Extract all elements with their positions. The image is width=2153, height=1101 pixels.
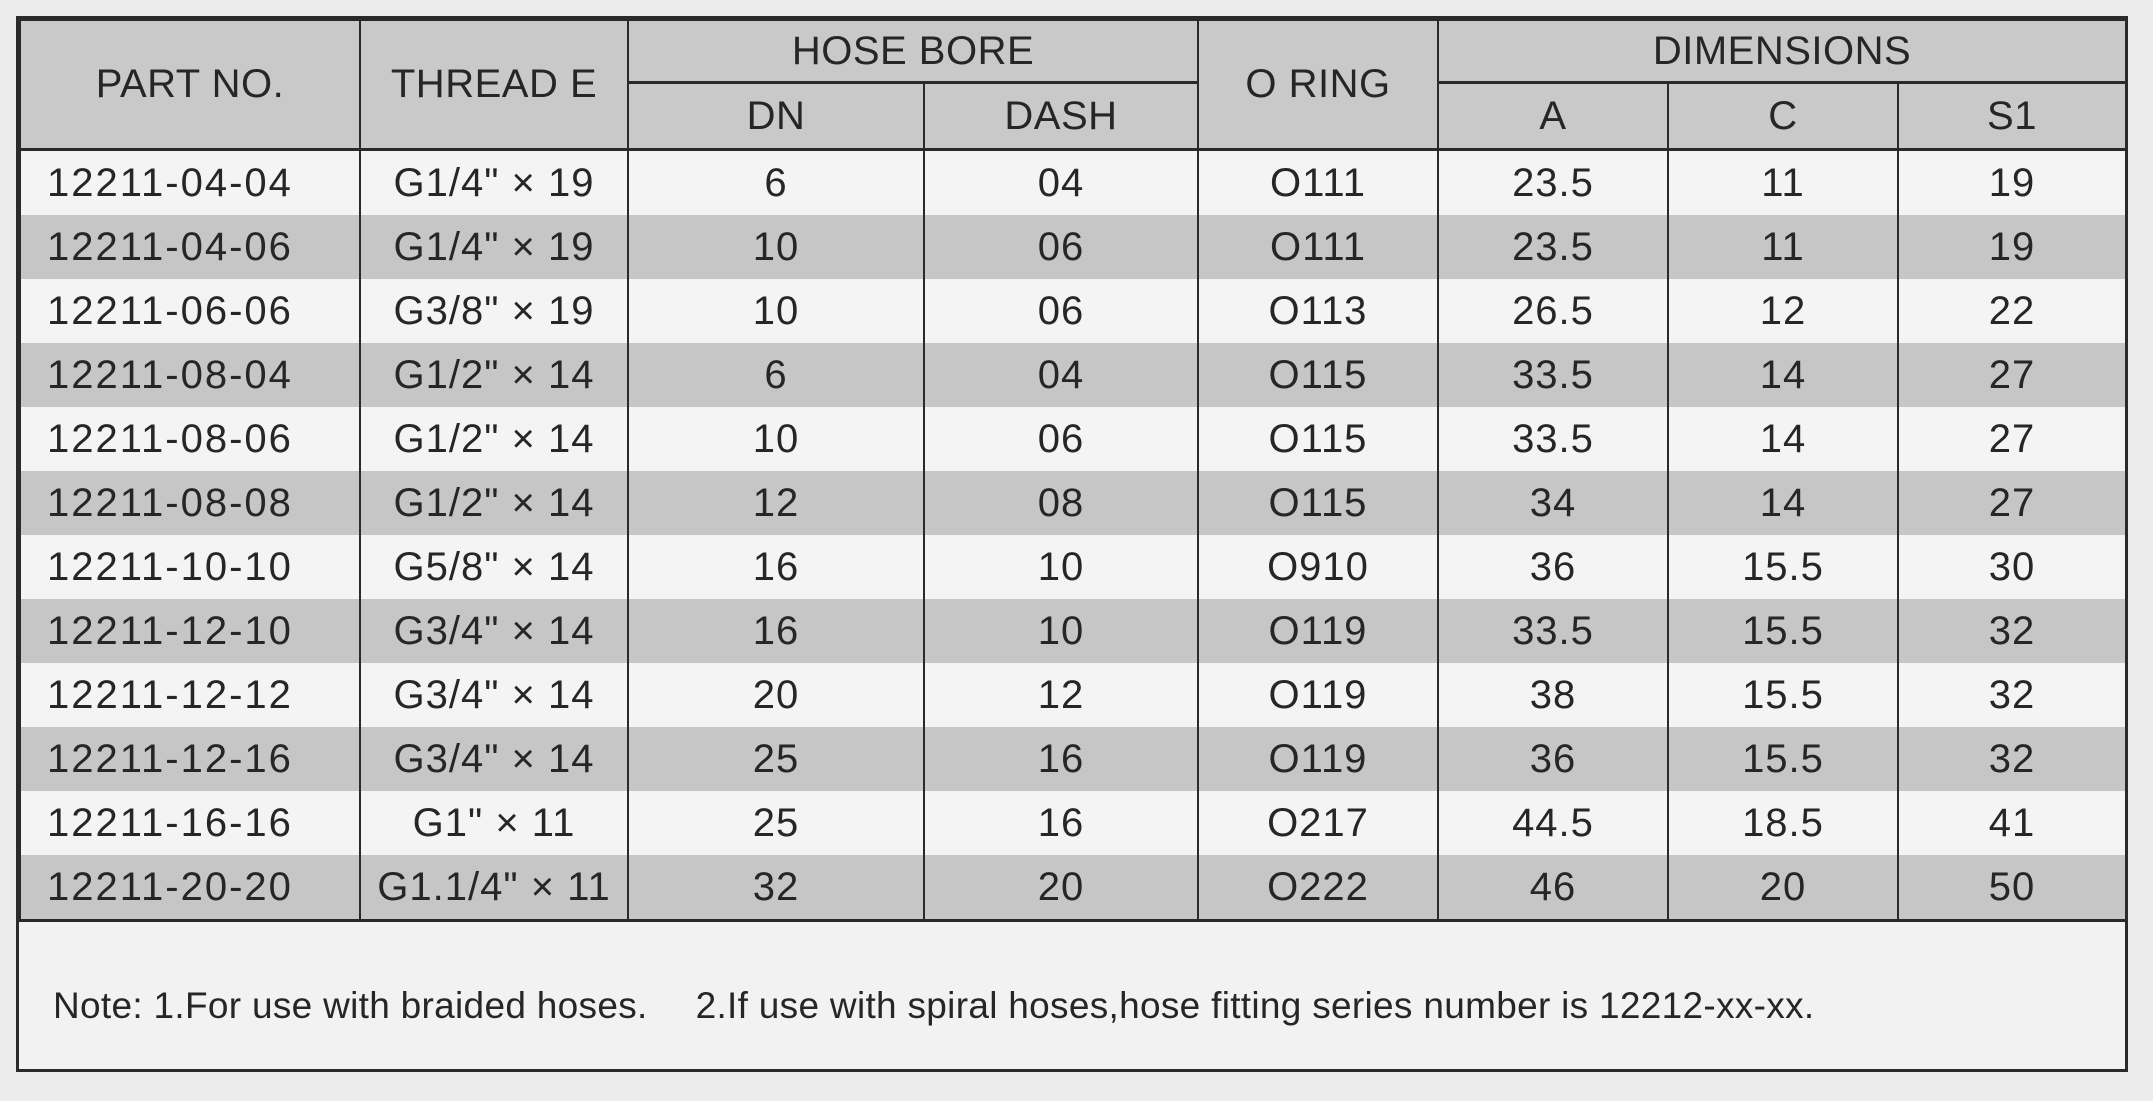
cell-thread: G3/8" × 19: [360, 279, 628, 343]
cell-thread: G1/4" × 19: [360, 215, 628, 279]
cell-dim-a: 33.5: [1438, 343, 1668, 407]
fitting-spec-table: [19, 19, 2127, 922]
cell-part-no: 12211-08-08: [20, 471, 360, 535]
table-row: [20, 407, 2126, 471]
table-row: [20, 599, 2126, 663]
cell-dim-s1: 27: [1898, 471, 2126, 535]
cell-thread: G1/2" × 14: [360, 471, 628, 535]
cell-thread: G3/4" × 14: [360, 727, 628, 791]
header-part-no: PART NO.: [20, 20, 360, 150]
cell-dash: 10: [924, 535, 1198, 599]
cell-dim-a: 26.5: [1438, 279, 1668, 343]
cell-dim-c: 18.5: [1668, 791, 1898, 855]
header-dim-a: A: [1438, 83, 1668, 150]
header-dn: DN: [628, 83, 924, 150]
cell-dim-a: 36: [1438, 727, 1668, 791]
spec-sheet: [16, 16, 2128, 1072]
cell-o-ring: O217: [1198, 791, 1438, 855]
cell-part-no: 12211-04-04: [20, 150, 360, 216]
table-row: [20, 343, 2126, 407]
cell-dim-c: 12: [1668, 279, 1898, 343]
cell-dash: 04: [924, 343, 1198, 407]
header-dim-c: C: [1668, 83, 1898, 150]
cell-o-ring: O910: [1198, 535, 1438, 599]
cell-part-no: 12211-10-10: [20, 535, 360, 599]
cell-dn: 16: [628, 599, 924, 663]
cell-dash: 20: [924, 855, 1198, 921]
cell-o-ring: O115: [1198, 407, 1438, 471]
cell-dash: 06: [924, 407, 1198, 471]
cell-dim-a: 44.5: [1438, 791, 1668, 855]
header-dim-s1: S1: [1898, 83, 2126, 150]
cell-dim-a: 23.5: [1438, 150, 1668, 216]
cell-dn: 10: [628, 215, 924, 279]
cell-dn: 16: [628, 535, 924, 599]
cell-part-no: 12211-06-06: [20, 279, 360, 343]
cell-dim-s1: 27: [1898, 407, 2126, 471]
table-row: [20, 663, 2126, 727]
cell-dim-s1: 32: [1898, 663, 2126, 727]
cell-dim-c: 20: [1668, 855, 1898, 921]
cell-o-ring: O113: [1198, 279, 1438, 343]
cell-dim-c: 11: [1668, 215, 1898, 279]
table-row: [20, 535, 2126, 599]
cell-dn: 10: [628, 407, 924, 471]
cell-o-ring: O115: [1198, 471, 1438, 535]
cell-dim-s1: 32: [1898, 599, 2126, 663]
cell-dim-c: 11: [1668, 150, 1898, 216]
table-row: [20, 279, 2126, 343]
header-thread: THREAD E: [360, 20, 628, 150]
cell-dim-s1: 30: [1898, 535, 2126, 599]
cell-dim-c: 15.5: [1668, 727, 1898, 791]
cell-thread: G1/2" × 14: [360, 407, 628, 471]
cell-dim-a: 23.5: [1438, 215, 1668, 279]
cell-dim-s1: 50: [1898, 855, 2126, 921]
cell-dash: 04: [924, 150, 1198, 216]
cell-dim-s1: 19: [1898, 150, 2126, 216]
table-row: [20, 855, 2126, 921]
cell-dim-a: 34: [1438, 471, 1668, 535]
table-body: [20, 150, 2126, 921]
cell-dim-a: 33.5: [1438, 407, 1668, 471]
cell-dn: 25: [628, 727, 924, 791]
cell-dim-a: 46: [1438, 855, 1668, 921]
cell-dash: 16: [924, 727, 1198, 791]
cell-dim-c: 15.5: [1668, 535, 1898, 599]
header-dimensions: DIMENSIONS: [1438, 20, 2126, 83]
cell-dn: 32: [628, 855, 924, 921]
cell-thread: G1/2" × 14: [360, 343, 628, 407]
cell-dn: 6: [628, 343, 924, 407]
note-spiral-hoses: 2.If use with spiral hoses,hose fitting series number is 12212-xx-xx.: [695, 985, 1815, 1026]
cell-dim-c: 15.5: [1668, 663, 1898, 727]
cell-o-ring: O119: [1198, 663, 1438, 727]
cell-part-no: 12211-12-16: [20, 727, 360, 791]
cell-dim-s1: 19: [1898, 215, 2126, 279]
table-row: [20, 471, 2126, 535]
cell-o-ring: O222: [1198, 855, 1438, 921]
cell-o-ring: O119: [1198, 599, 1438, 663]
header-dash: DASH: [924, 83, 1198, 150]
table-row: [20, 727, 2126, 791]
note-braided-hoses: Note: 1.For use with braided hoses.: [53, 985, 648, 1026]
cell-dim-a: 33.5: [1438, 599, 1668, 663]
cell-thread: G5/8" × 14: [360, 535, 628, 599]
cell-part-no: 12211-08-06: [20, 407, 360, 471]
cell-thread: G3/4" × 14: [360, 663, 628, 727]
table-row: [20, 791, 2126, 855]
cell-dn: 25: [628, 791, 924, 855]
cell-dash: 06: [924, 215, 1198, 279]
cell-dash: 12: [924, 663, 1198, 727]
cell-dim-s1: 27: [1898, 343, 2126, 407]
cell-dn: 6: [628, 150, 924, 216]
cell-part-no: 12211-20-20: [20, 855, 360, 921]
table-row: [20, 150, 2126, 216]
cell-thread: G3/4" × 14: [360, 599, 628, 663]
cell-dim-s1: 41: [1898, 791, 2126, 855]
cell-dim-a: 38: [1438, 663, 1668, 727]
header-o-ring: O RING: [1198, 20, 1438, 150]
cell-o-ring: O115: [1198, 343, 1438, 407]
cell-o-ring: O111: [1198, 215, 1438, 279]
cell-dn: 10: [628, 279, 924, 343]
cell-dim-s1: 22: [1898, 279, 2126, 343]
cell-dash: 10: [924, 599, 1198, 663]
cell-thread: G1/4" × 19: [360, 150, 628, 216]
cell-dash: 08: [924, 471, 1198, 535]
cell-dim-c: 14: [1668, 471, 1898, 535]
cell-dash: 16: [924, 791, 1198, 855]
cell-part-no: 12211-04-06: [20, 215, 360, 279]
cell-dim-a: 36: [1438, 535, 1668, 599]
cell-dn: 12: [628, 471, 924, 535]
cell-dim-c: 14: [1668, 407, 1898, 471]
cell-part-no: 12211-12-10: [20, 599, 360, 663]
cell-o-ring: O119: [1198, 727, 1438, 791]
cell-dn: 20: [628, 663, 924, 727]
header-hose-bore: HOSE BORE: [628, 20, 1198, 83]
cell-part-no: 12211-12-12: [20, 663, 360, 727]
cell-thread: G1" × 11: [360, 791, 628, 855]
cell-part-no: 12211-16-16: [20, 791, 360, 855]
cell-part-no: 12211-08-04: [20, 343, 360, 407]
cell-dim-c: 14: [1668, 343, 1898, 407]
table-row: [20, 215, 2126, 279]
table-note: [53, 985, 1814, 1027]
cell-dim-c: 15.5: [1668, 599, 1898, 663]
cell-thread: G1.1/4" × 11: [360, 855, 628, 921]
cell-dim-s1: 32: [1898, 727, 2126, 791]
cell-o-ring: O111: [1198, 150, 1438, 216]
cell-dash: 06: [924, 279, 1198, 343]
